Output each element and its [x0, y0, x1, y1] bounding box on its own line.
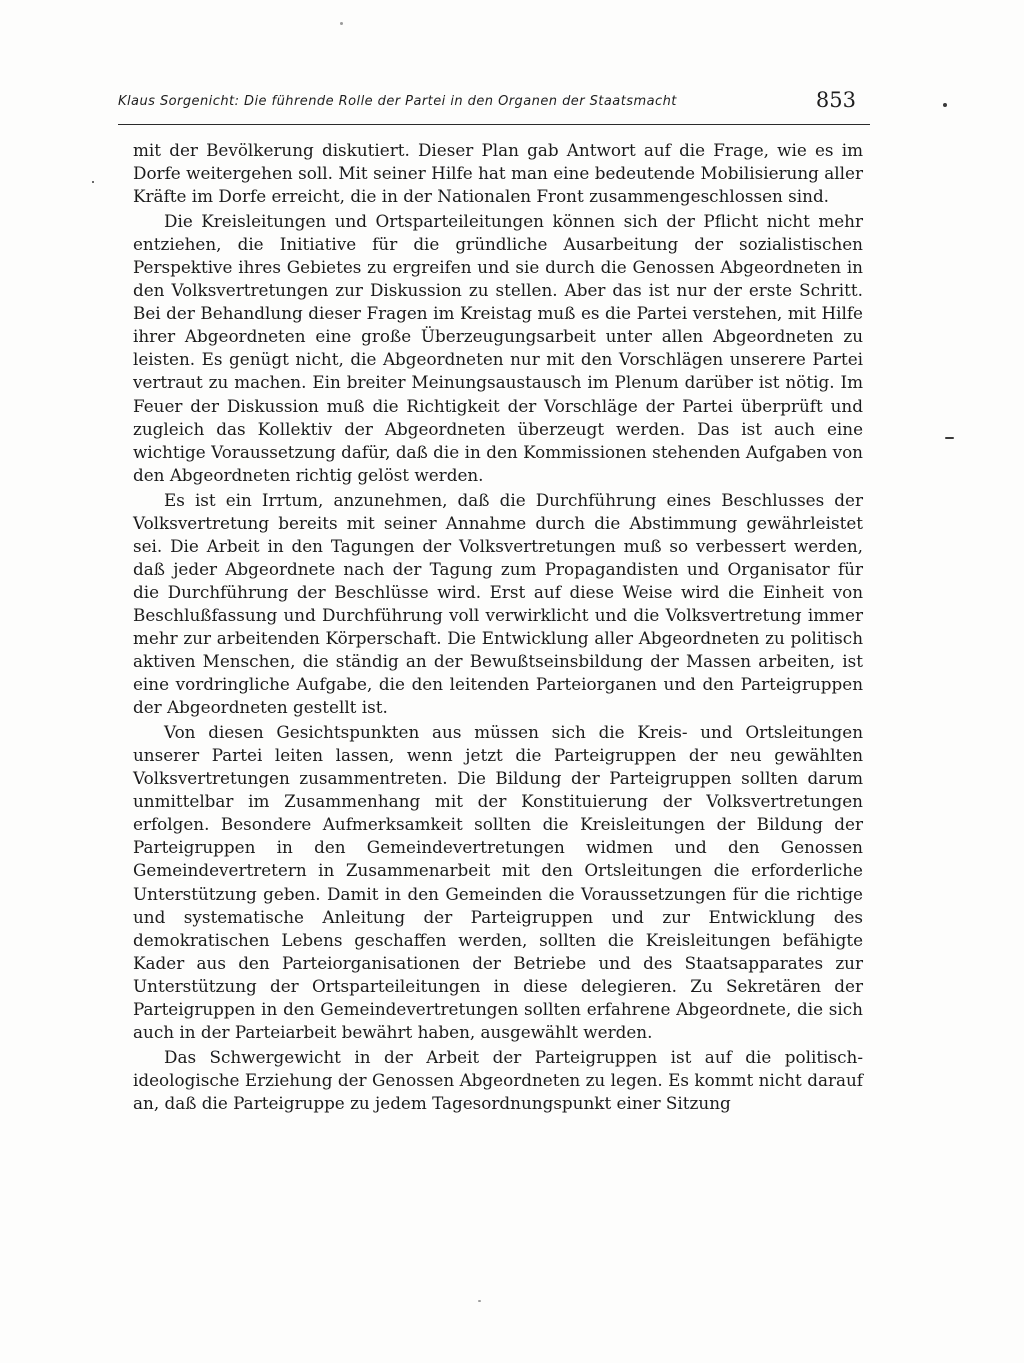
scan-speck [340, 22, 343, 25]
scan-speck [92, 181, 94, 183]
scan-speck [943, 103, 947, 107]
paragraph-1: mit der Bevölkerung diskutiert. Dieser Plan gab Antwort auf die Frage, wie es im Dorfe weitergehen soll. Mit seiner Hilfe hat man eine bedeutende Mobilisierung aller Kräfte im Dorfe erreicht, die in der Nationalen Front zusammengeschlossen sind. [133, 140, 863, 207]
paragraph-5: Das Schwergewicht in der Arbeit der Parteigruppen ist auf die politisch-ideologische Erziehung der Genossen Abgeordneten zu legen. Es kommt nicht darauf an, daß die Parteigruppe zu jedem Tagesordnungspunkt einer Sitzung [133, 1046, 863, 1113]
scan-speck [945, 437, 954, 439]
paragraph-3: Es ist ein Irrtum, anzunehmen, daß die Durchführung eines Beschlusses der Volksvertretung bereits mit seiner Annahme durch die Abstimmung gewährleistet sei. Die Arbeit in den Tagungen der Volksvertretungen muß so verbessert werden, daß jeder Abgeordnete nach der Tagung zum Propagandisten und Organisator für die Durchführung der Beschlüsse wird. Erst auf diese Weise wird die Einheit von Beschlußfassung und Durchführung voll verwirklicht und die Volksvertretung immer mehr zur arbeitenden Körperschaft. Die Entwicklung aller Abgeordneten zu politisch aktiven Menschen, die ständig an der Bewußtseinsbildung der Massen arbeiten, ist eine vordringliche Aufgabe, die den leitenden Parteiorganen und den Parteigruppen der Abgeordneten gestellt ist. [133, 489, 863, 718]
scan-speck [478, 1300, 481, 1302]
page-number: 853 [815, 88, 856, 112]
paragraph-2: Die Kreisleitungen und Ortsparteileitungen können sich der Pflicht nicht mehr entziehen, die Initiative für die gründliche Ausarbeitung der sozialistischen Perspektive ihres Gebietes zu ergreifen und sie durch die Genossen Abgeordneten in den Volksvertretungen zur Diskussion zu stellen. Aber das ist nur der erste Schritt. Bei der Behandlung dieser Fragen im Kreistag muß es die Partei verstehen, mit Hilfe ihrer Abgeordneten eine große Überzeugungsarbeit unter allen Abgeordneten zu leisten. Es genügt nicht, die Abgeordneten nur mit den Vorschlägen unserere Partei vertraut zu machen. Ein breiter Meinungsaustausch im Plenum darüber ist nötig. Im Feuer der Diskussion muß die Richtigkeit der Vorschläge der Partei überprüft und zugleich das Kollektiv der Abgeordneten überzeugt werden. Das ist auch eine wichtige Voraussetzung dafür, daß die in den Kommissionen stehenden Aufgaben von den Abgeordneten richtig gelöst werden. [133, 211, 863, 485]
running-header [118, 88, 870, 125]
running-title: Klaus Sorgenicht: Die führende Rolle der Partei in den Organen der Staatsmacht [118, 94, 677, 109]
body-text [133, 139, 863, 1117]
paragraph-4: Von diesen Gesichtspunkten aus müssen sich die Kreis- und Ortsleitungen unserer Partei leiten lassen, wenn jetzt die Parteigruppen der neu gewählten Volksvertretungen zusammentreten. Die Bildung der Parteigruppen sollten darum unmittelbar im Zusammenhang mit der Konstituierung der Volksvertretungen erfolgen. Besondere Aufmerksamkeit sollten die Kreisleitungen der Bildung der Parteigruppen in den Gemeindevertretungen widmen und den Genossen Gemeindevertretern in Zusammenarbeit mit den Ortsleitungen die erforderliche Unterstützung geben. Damit in den Gemeinden die Voraussetzungen für die richtige und systematische Anleitung der Parteigruppen und zur Entwicklung des demokratischen Lebens geschaffen werden, sollten die Kreisleitungen befähigte Kader aus den Parteiorganisationen der Betriebe und des Staatsapparates zur Unterstützung der Ortsparteileitungen in diese delegieren. Zu Sekretären der Parteigruppen in den Gemeindevertretungen sollten erfahrene Abgeordnete, die sich auch in der Parteiarbeit bewährt haben, ausgewählt werden. [133, 722, 863, 1042]
